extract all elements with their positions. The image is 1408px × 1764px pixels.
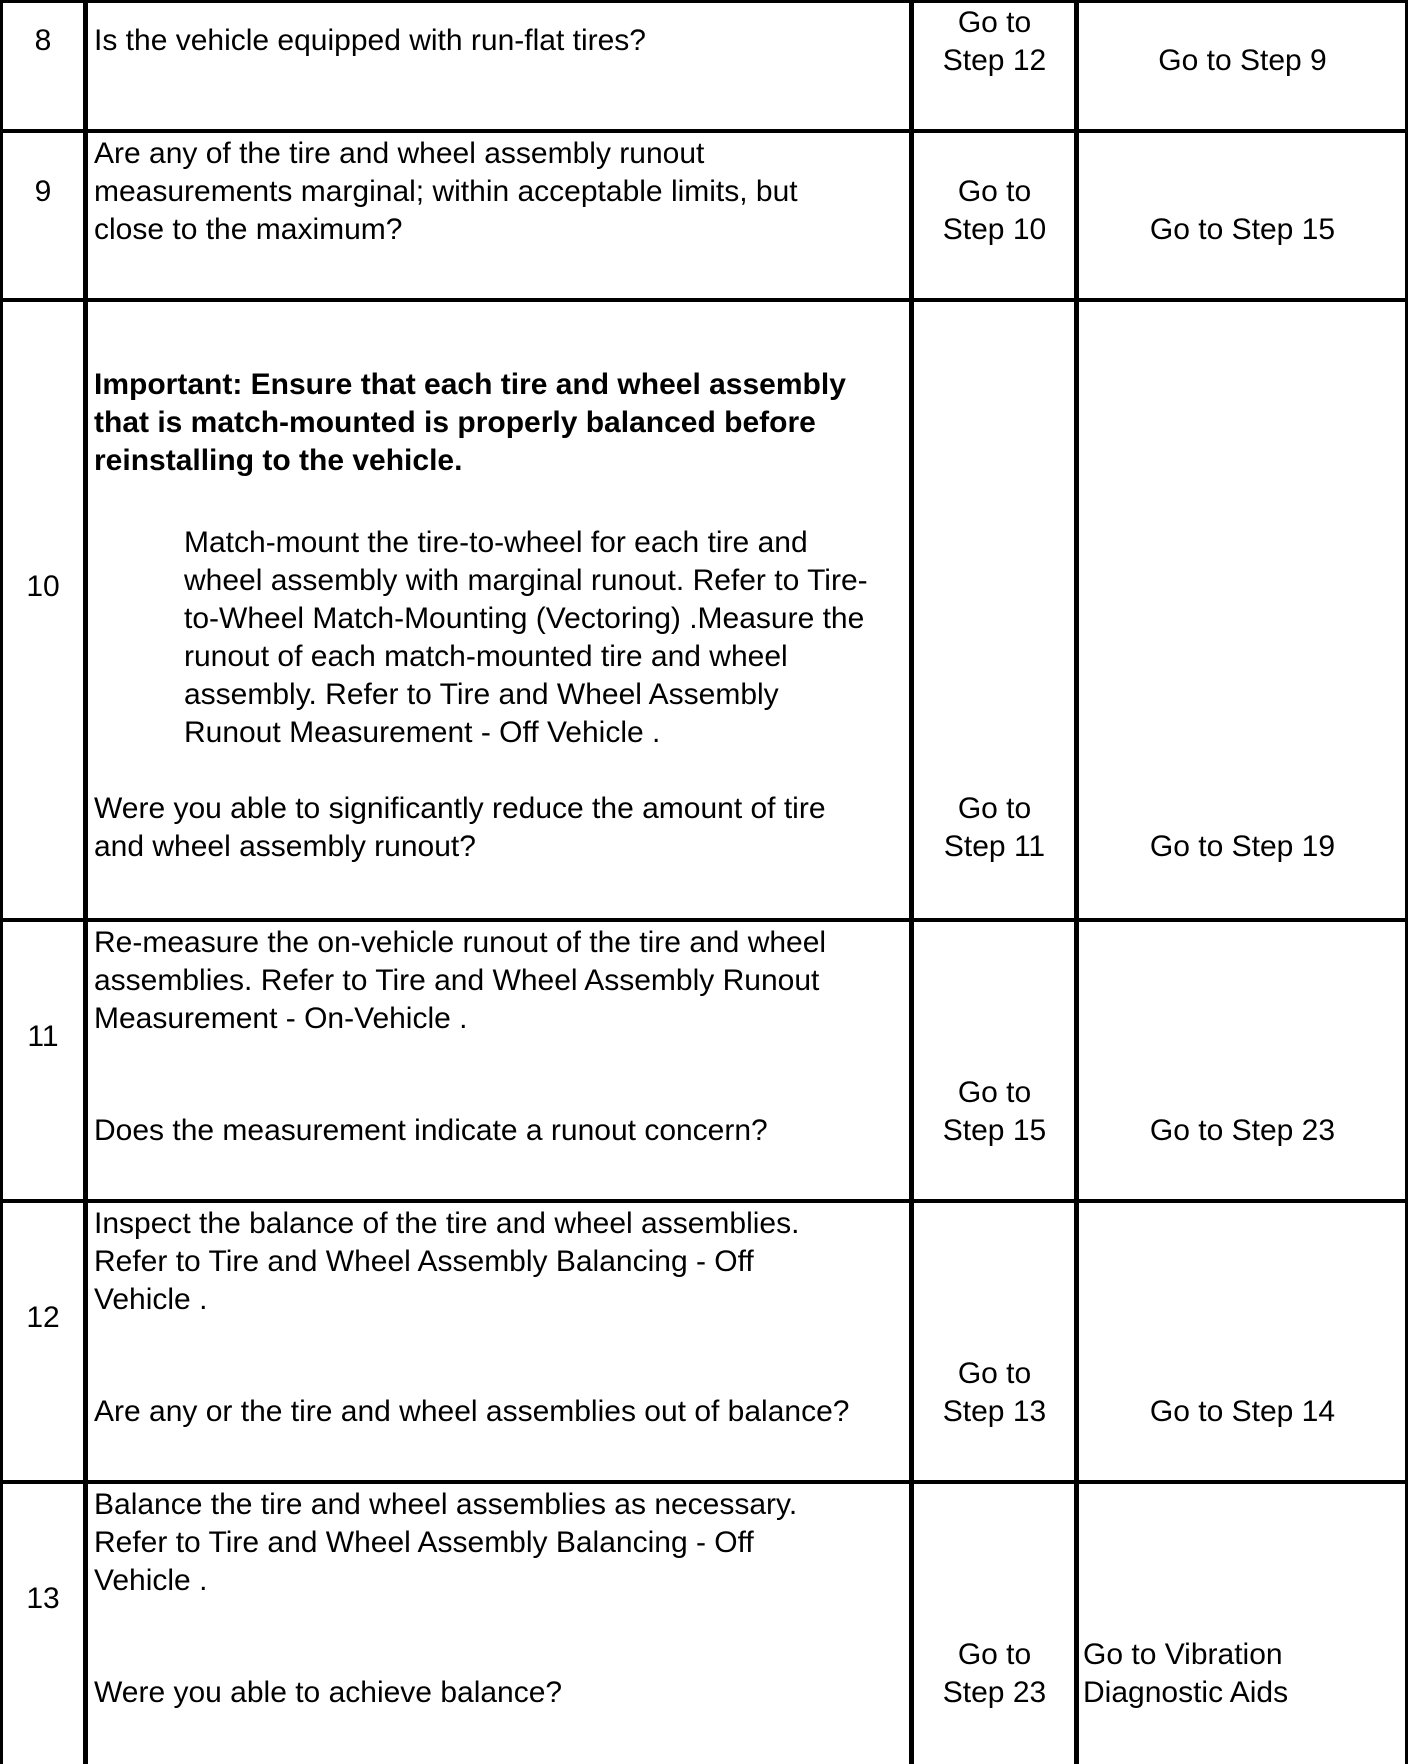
no-text: Go to Step 9 bbox=[1158, 44, 1327, 77]
step-number: 8 bbox=[34, 24, 52, 57]
action-cell bbox=[86, 131, 912, 300]
no-text: Go to Vibration bbox=[1083, 1638, 1283, 1671]
step-number: 11 bbox=[27, 1020, 59, 1053]
yes-cell bbox=[912, 131, 1077, 300]
question-text: Are any or the tire and wheel assemblies out of balance? bbox=[94, 1395, 850, 1428]
yes-text: Step 11 bbox=[943, 830, 1046, 863]
yes-text: Go to bbox=[957, 792, 1032, 825]
row-divider bbox=[0, 129, 1408, 133]
yes-cell bbox=[912, 1201, 1077, 1482]
action-text: Inspect the balance of the tire and wheel assemblies. bbox=[94, 1207, 800, 1240]
action-cell bbox=[86, 920, 912, 1201]
action-cell bbox=[86, 0, 912, 131]
table-row bbox=[0, 131, 1408, 300]
yes-cell bbox=[912, 300, 1077, 920]
yes-text: Step 10 bbox=[942, 213, 1047, 246]
action-text: to-Wheel Match-Mounting (Vectoring) .Measure the bbox=[184, 602, 865, 635]
yes-text: Step 13 bbox=[942, 1395, 1047, 1428]
yes-text: Step 15 bbox=[942, 1114, 1047, 1147]
action-text: runout of each match-mounted tire and wheel bbox=[184, 640, 788, 673]
no-cell bbox=[1077, 1201, 1408, 1482]
action-text: Vehicle . bbox=[94, 1564, 208, 1597]
row-divider bbox=[0, 298, 1408, 302]
row-divider bbox=[0, 918, 1408, 922]
column-divider bbox=[1074, 0, 1079, 1764]
column-divider bbox=[909, 0, 914, 1764]
row-divider bbox=[0, 1480, 1408, 1484]
question-text: Were you able to significantly reduce the amount of tire bbox=[94, 792, 826, 825]
action-cell bbox=[86, 1201, 912, 1482]
action-text: wheel assembly with marginal runout. Refer to Tire- bbox=[184, 564, 868, 597]
yes-text: Go to bbox=[957, 1357, 1032, 1390]
action-text: Runout Measurement - Off Vehicle . bbox=[184, 716, 661, 749]
step-cell bbox=[0, 920, 86, 1201]
no-cell bbox=[1077, 300, 1408, 920]
yes-text: Go to bbox=[957, 175, 1032, 208]
no-text: Diagnostic Aids bbox=[1083, 1676, 1289, 1709]
step-cell bbox=[0, 131, 86, 300]
important-note: Important: Ensure that each tire and wheel assembly bbox=[94, 368, 846, 401]
action-text: Refer to Tire and Wheel Assembly Balancing - Off bbox=[94, 1245, 754, 1278]
action-text: Refer to Tire and Wheel Assembly Balancing - Off bbox=[94, 1526, 754, 1559]
yes-text: Step 12 bbox=[942, 44, 1047, 77]
no-cell bbox=[1077, 1482, 1408, 1764]
row-divider bbox=[0, 1199, 1408, 1203]
action-text: Measurement - On-Vehicle . bbox=[94, 1002, 468, 1035]
important-note: reinstalling to the vehicle. bbox=[94, 444, 463, 477]
question-text: and wheel assembly runout? bbox=[94, 830, 476, 863]
action-text: Re-measure the on-vehicle runout of the tire and wheel bbox=[94, 926, 827, 959]
no-cell bbox=[1077, 920, 1408, 1201]
yes-cell bbox=[912, 920, 1077, 1201]
step-cell bbox=[0, 0, 86, 131]
table-row bbox=[0, 1201, 1408, 1482]
action-text: assemblies. Refer to Tire and Wheel Assembly Runout bbox=[94, 964, 820, 997]
column-divider bbox=[83, 0, 88, 1764]
table-row bbox=[0, 300, 1408, 920]
no-text: Go to Step 23 bbox=[1149, 1114, 1336, 1147]
question-text: Were you able to achieve balance? bbox=[94, 1676, 563, 1709]
no-text: Go to Step 15 bbox=[1149, 213, 1336, 246]
action-text: Are any of the tire and wheel assembly runout bbox=[94, 137, 705, 170]
action-text: Match-mount the tire-to-wheel for each tire and bbox=[184, 526, 808, 559]
yes-cell bbox=[912, 1482, 1077, 1764]
action-text: Vehicle . bbox=[94, 1283, 208, 1316]
table-row bbox=[0, 920, 1408, 1201]
step-cell bbox=[0, 1201, 86, 1482]
question-text: Does the measurement indicate a runout concern? bbox=[94, 1114, 768, 1147]
action-cell bbox=[86, 1482, 912, 1764]
no-cell bbox=[1077, 131, 1408, 300]
action-text: Balance the tire and wheel assemblies as necessary. bbox=[94, 1488, 798, 1521]
no-text: Go to Step 14 bbox=[1149, 1395, 1336, 1428]
step-number: 12 bbox=[26, 1301, 60, 1334]
table-row bbox=[0, 0, 1408, 131]
important-note: that is match-mounted is properly balanced before bbox=[94, 406, 816, 439]
action-text: Is the vehicle equipped with run-flat tires? bbox=[94, 24, 646, 57]
step-number: 13 bbox=[26, 1582, 60, 1615]
yes-cell bbox=[912, 0, 1077, 131]
step-number: 10 bbox=[26, 570, 60, 603]
action-text: assembly. Refer to Tire and Wheel Assembly bbox=[184, 678, 779, 711]
no-cell bbox=[1077, 0, 1408, 131]
column-divider bbox=[0, 0, 3, 1764]
no-text: Go to Step 19 bbox=[1149, 830, 1336, 863]
action-cell bbox=[86, 300, 912, 920]
action-text: close to the maximum? bbox=[94, 213, 403, 246]
step-cell bbox=[0, 300, 86, 920]
yes-text: Go to bbox=[957, 1076, 1032, 1109]
step-cell bbox=[0, 1482, 86, 1764]
yes-text: Go to bbox=[957, 1638, 1032, 1671]
yes-text: Step 23 bbox=[942, 1676, 1047, 1709]
row-divider bbox=[0, 0, 1408, 3]
step-number: 9 bbox=[34, 175, 52, 208]
action-text: measurements marginal; within acceptable limits, but bbox=[94, 175, 798, 208]
table-row bbox=[0, 1482, 1408, 1764]
yes-text: Go to bbox=[957, 6, 1032, 39]
